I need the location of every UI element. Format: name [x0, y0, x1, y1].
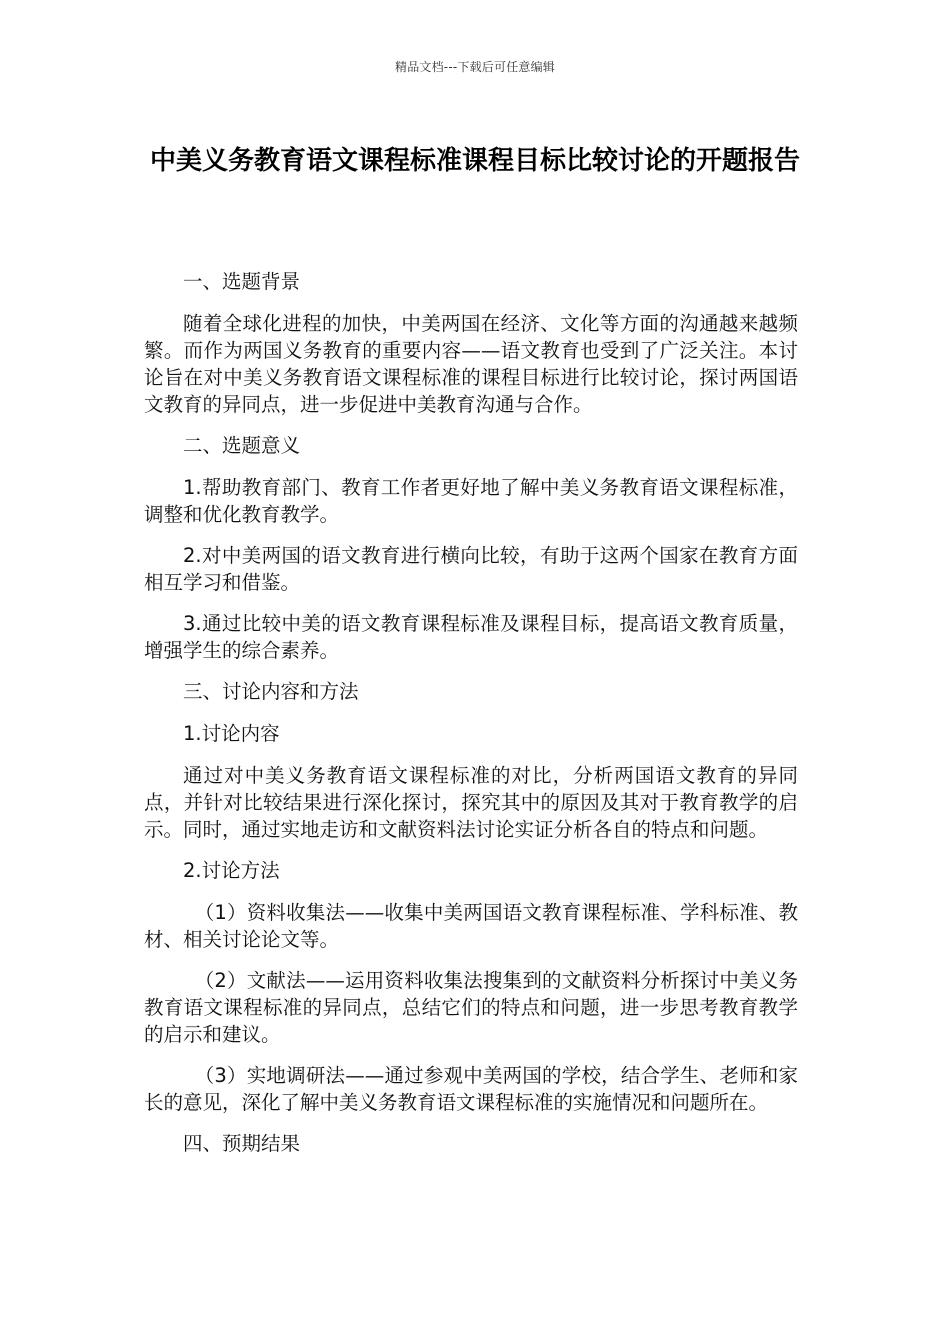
section-heading-significance: 二、选题意义 — [183, 434, 301, 457]
document-title: 中美义务教育语文课程标准课程目标比较讨论的开题报告 — [149, 146, 800, 176]
subheading-method: 2.讨论方法 — [183, 859, 280, 882]
section-heading-background: 一、选题背景 — [183, 270, 301, 293]
paragraph-method-1: （1）资料收集法——收集中美两国语文教育课程标准、学科标准、教材、相关讨论论文等。 — [144, 901, 798, 951]
section-heading-expected-results: 四、预期结果 — [183, 1132, 301, 1155]
paragraph-content: 通过对中美义务教育语文课程标准的对比，分析两国语文教育的异同点，并针对比较结果进行深化探讨，探究其中的原因及其对于教育教学的启示。同时，通过实地走访和文献资料法讨论实证分析各自的特点和问题。 — [144, 764, 798, 841]
section-heading-content-method: 三、讨论内容和方法 — [183, 680, 359, 703]
paragraph-significance-3: 3.通过比较中美的语文教育课程标准及课程目标，提高语文教育质量，增强学生的综合素养。 — [144, 612, 798, 662]
paragraph-significance-1: 1.帮助教育部门、教育工作者更好地了解中美义务教育语文课程标准，调整和优化教育教学。 — [144, 476, 798, 526]
paragraph-significance-2: 2.对中美两国的语文教育进行横向比较，有助于这两个国家在教育方面相互学习和借鉴。 — [144, 544, 798, 594]
paragraph-method-2: （2）文献法——运用资料收集法搜集到的文献资料分析探讨中美义务教育语文课程标准的异同点，总结它们的特点和问题，进一步思考教育教学的启示和建议。 — [144, 969, 798, 1046]
paragraph-method-3: （3）实地调研法——通过参观中美两国的学校，结合学生、老师和家长的意见，深化了解中美义务教育语文课程标准的实施情况和问题所在。 — [144, 1064, 798, 1114]
paragraph-background: 随着全球化进程的加快，中美两国在经济、文化等方面的沟通越来越频繁。而作为两国义务教育的重要内容——语文教育也受到了广泛关注。本讨论旨在对中美义务教育语文课程标准的课程目标进行比较讨论，探讨两国语文教育的异同点，进一步促进中美教育沟通与合作。 — [144, 312, 798, 416]
subheading-content: 1.讨论内容 — [183, 722, 280, 745]
document-body — [144, 268, 798, 1172]
header-note: 精品文档---下载后可任意编辑 — [395, 60, 555, 74]
